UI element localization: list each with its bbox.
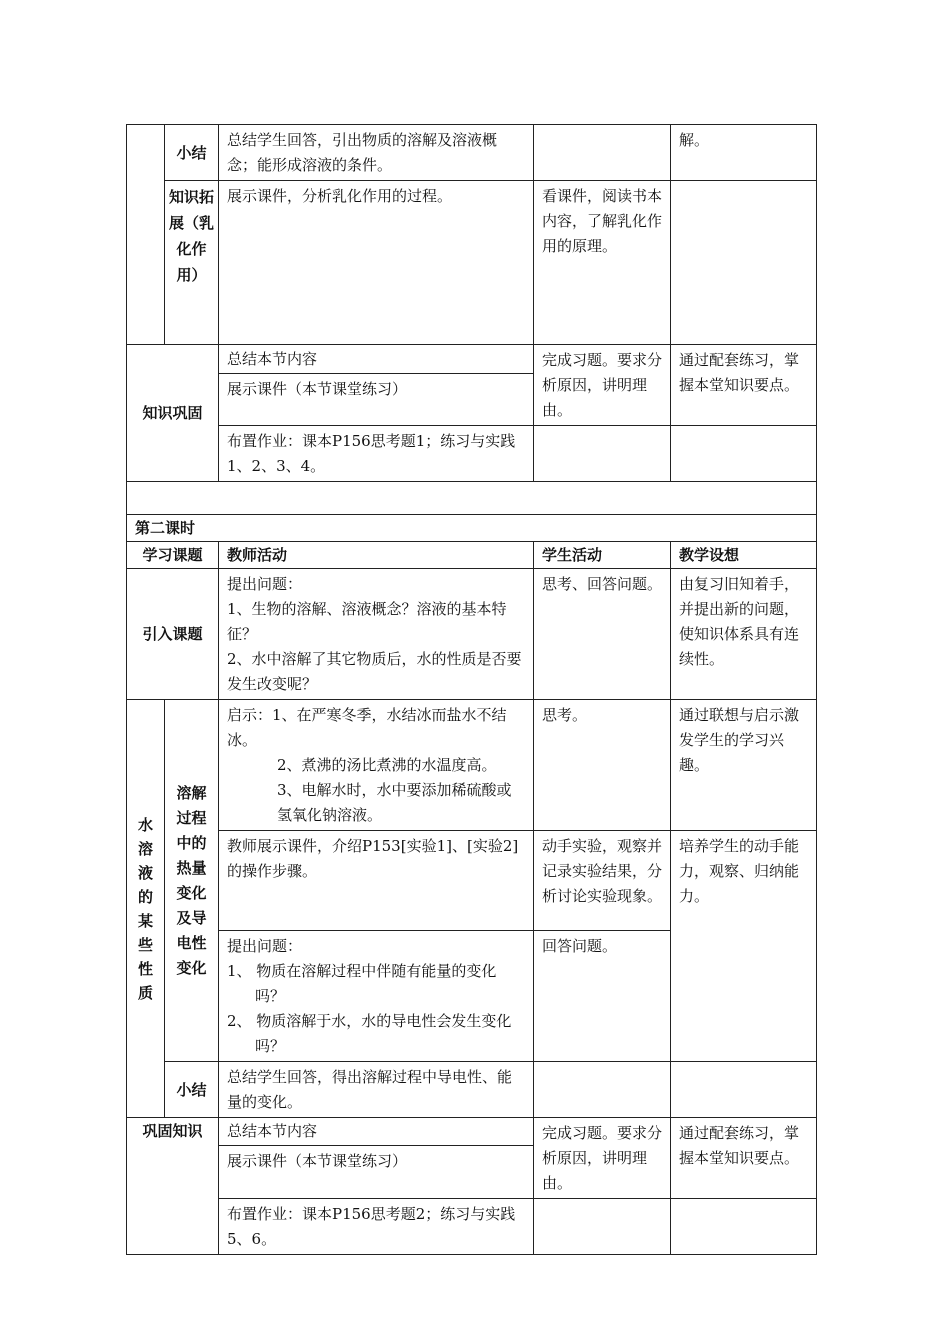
yinru-line-2: 1、生物的溶解、溶液概念？溶液的基本特征？: [227, 600, 507, 643]
label-xingzhi-outer-text: 水溶液的某些性质: [137, 815, 153, 1002]
wenti-line-1: 提出问题：: [227, 937, 303, 955]
label-xingzhi-outer: [127, 700, 165, 1118]
label-gonggu-2: 巩固知识: [127, 1118, 219, 1255]
row-xiaojie-1: [127, 125, 817, 181]
session-title: 第二课时: [127, 515, 817, 542]
teacher-gonggu-2-summary: 总结本节内容: [219, 1118, 534, 1146]
teacher-xiaojie-2: 总结学生回答，得出溶解过程中导电性、能量的变化。: [219, 1062, 534, 1118]
label-xiaojie-1: 小结: [165, 125, 219, 181]
row-session-title: [127, 515, 817, 542]
teacher-gonggu-2-courseware: 展示课件（本节课堂练习）: [219, 1146, 534, 1199]
row-tuozhan: [127, 181, 817, 345]
student-qishi: 思考。: [534, 700, 671, 831]
row-qishi: [127, 700, 817, 831]
design-xiaojie-1: 解。: [671, 125, 817, 181]
student-gonggu-2: 完成习题。要求分析原因，讲明理由。: [534, 1118, 671, 1199]
design-gonggu-2: 通过配套练习，掌握本堂知识要点。: [671, 1118, 817, 1199]
row-headers: [127, 542, 817, 569]
label-xiaojie-2: 小结: [165, 1062, 219, 1118]
student-yinru: 思考、回答问题。: [534, 569, 671, 700]
teacher-qishi: [219, 700, 534, 831]
lesson-plan-page: [126, 124, 816, 1255]
yinru-line-1: 提出问题：: [227, 575, 303, 593]
student-gonggu-1: 完成习题。要求分析原因，讲明理由。: [534, 345, 671, 426]
teacher-xiaojie-1: 总结学生回答，引出物质的溶解及溶液概念；能形成溶液的条件。: [219, 125, 534, 181]
header-design: 教学设想: [671, 542, 817, 569]
teacher-shiyan: 教师展示课件，介绍P153[实验1]、[实验2]的操作步骤。: [219, 831, 534, 931]
qishi-line-3: 3、电解水时，水中要添加稀硫酸或氢氧化钠溶液。: [277, 781, 512, 824]
qishi-line-2: 2、煮沸的汤比煮沸的水温度高。: [277, 756, 497, 774]
student-gonggu-1-empty: [534, 426, 671, 482]
row-xiaojie-2: [127, 1062, 817, 1118]
design-gonggu-2-empty: [671, 1199, 817, 1255]
teacher-wenti: [219, 931, 534, 1062]
header-student: 学生活动: [534, 542, 671, 569]
row-spacer: [127, 482, 817, 515]
student-xiaojie-2-empty: [534, 1062, 671, 1118]
design-gonggu-1-empty: [671, 426, 817, 482]
design-xiaojie-2-empty: [671, 1062, 817, 1118]
teacher-gonggu-1-courseware: 展示课件（本节课堂练习）: [219, 374, 534, 426]
teacher-tuozhan: 展示课件，分析乳化作用的过程。: [219, 181, 534, 345]
row-shiyan: [127, 831, 817, 931]
student-shiyan: 动手实验，观察并记录实验结果，分析讨论实验现象。: [534, 831, 671, 931]
continued-section-cell: [127, 125, 165, 345]
design-shiyan: 培养学生的动手能力，观察、归纳能力。: [671, 831, 817, 1062]
teacher-gonggu-2-homework: 布置作业：课本P156思考题2；练习与实践5、6。: [219, 1199, 534, 1255]
wenti-line-3: 2、 物质溶解于水，水的导电性会发生变化吗？: [227, 1012, 512, 1055]
design-qishi: 通过联想与启示激发学生的学习兴趣。: [671, 700, 817, 831]
label-gonggu-1: 知识巩固: [127, 345, 219, 482]
student-gonggu-2-empty: [534, 1199, 671, 1255]
design-yinru: 由复习旧知着手，并提出新的问题，使知识体系具有连续性。: [671, 569, 817, 700]
label-yinru: 引入课题: [127, 569, 219, 700]
design-tuozhan: [671, 181, 817, 345]
row-gonggu-2c: [127, 1199, 817, 1255]
lesson-plan-table: [126, 124, 817, 1255]
teacher-gonggu-1-homework: 布置作业：课本P156思考题1；练习与实践1、2、3、4。: [219, 426, 534, 482]
row-yinru: [127, 569, 817, 700]
row-gonggu-2a: [127, 1118, 817, 1146]
label-tuozhan: 知识拓展（乳化作用）: [165, 181, 219, 345]
label-xingzhi-inner: [165, 700, 219, 1062]
student-wenti: 回答问题。: [534, 931, 671, 1062]
student-xiaojie-1: [534, 125, 671, 181]
design-gonggu-1: 通过配套练习，掌握本堂知识要点。: [671, 345, 817, 426]
teacher-yinru: [219, 569, 534, 700]
header-teacher: 教师活动: [219, 542, 534, 569]
student-tuozhan: 看课件，阅读书本内容，了解乳化作用的原理。: [534, 181, 671, 345]
header-topic: 学习课题: [127, 542, 219, 569]
spacer-cell: [127, 482, 817, 515]
label-xingzhi-inner-text: 溶解过程中的热量变化及导电性变化: [176, 783, 207, 977]
yinru-line-3: 2、水中溶解了其它物质后，水的性质是否要发生改变呢？: [227, 650, 522, 693]
wenti-line-2: 1、 物质在溶解过程中伴随有能量的变化吗？: [227, 962, 497, 1005]
row-gonggu-1a: [127, 345, 817, 374]
qishi-line-1: 启示：1、在严寒冬季，水结冰而盐水不结冰。: [227, 706, 507, 749]
teacher-gonggu-1-summary: 总结本节内容: [219, 345, 534, 374]
row-gonggu-1c: [127, 426, 817, 482]
